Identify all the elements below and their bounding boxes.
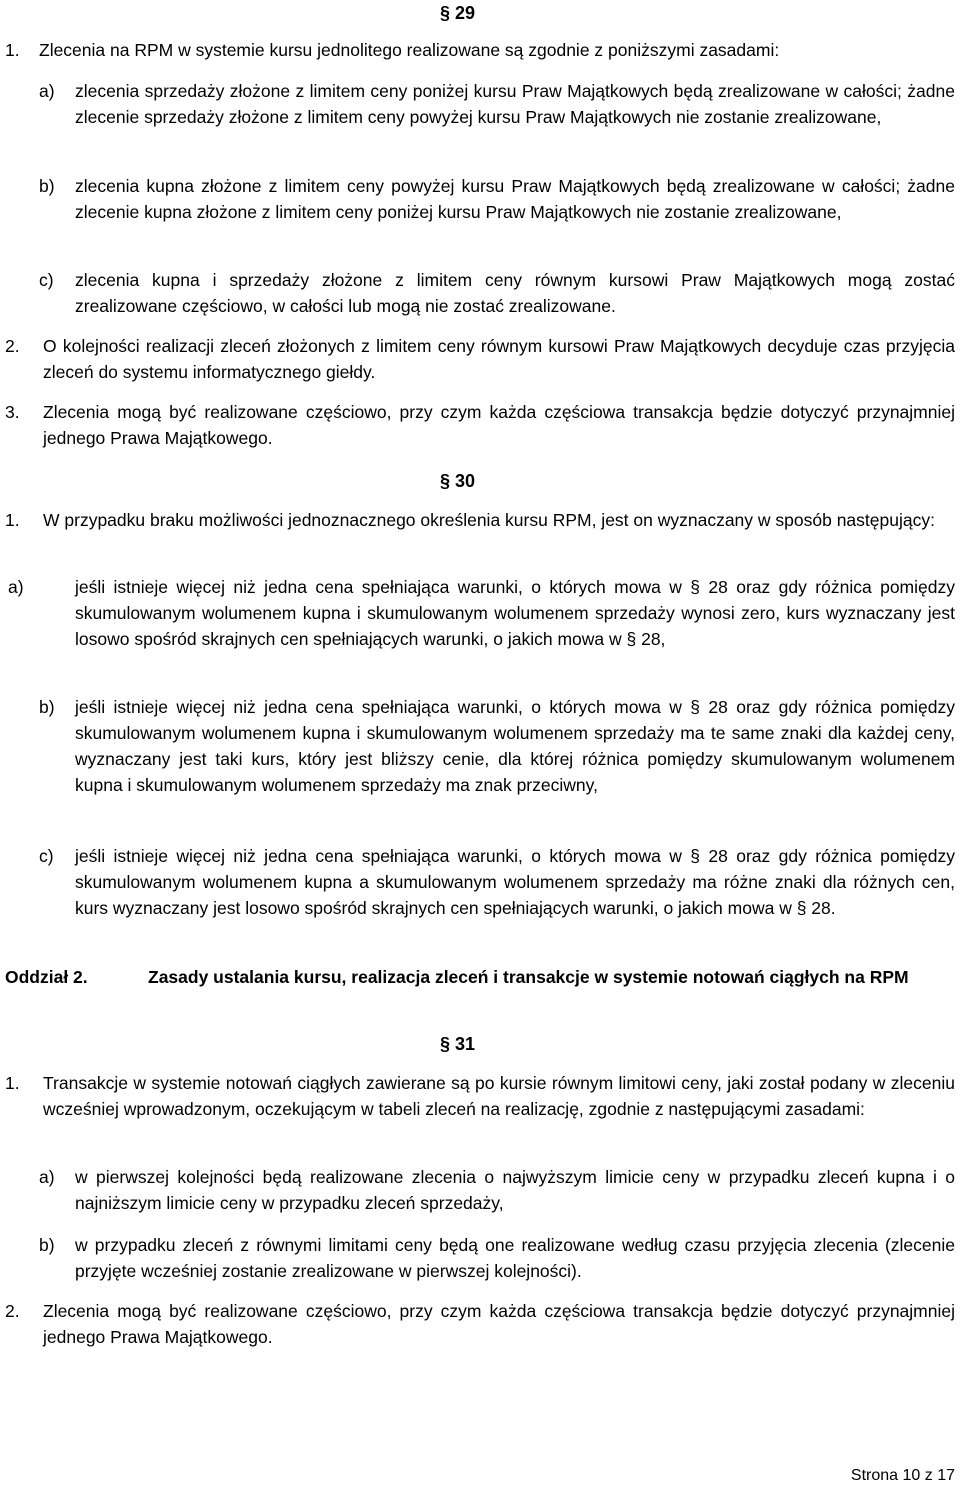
- s29-item-1c: [39, 267, 955, 319]
- s31-item-1: [5, 1070, 955, 1122]
- s29-item-3: [5, 399, 955, 451]
- section-heading-31: § 31: [440, 1034, 476, 1054]
- division-title: Zasady ustalania kursu, realizacja zleceń i transakcje w systemie notowań ciągłych na RPM: [148, 967, 909, 987]
- s31-item-2: [5, 1298, 955, 1350]
- item-text: Zlecenia mogą być realizowane częściowo, przy czym każda częściowa transakcja będzie dotyczyć przynajmniej jednego Prawa Majątkowego.: [43, 402, 955, 448]
- item-text: jeśli istnieje więcej niż jedna cena spełniająca warunki, o których mowa w § 28 oraz gdy różnica pomiędzy skumulowanym wolumenem kupna i skumulowanym wolumenem sprzedaży wynosi zero, kurs wyznaczany jest losowo spośród skrajnych cen spełniających warunki, o jakich mowa w § 28,: [75, 577, 955, 649]
- item-text: Zlecenia mogą być realizowane częściowo, przy czym każda częściowa transakcja będzie dotyczyć przynajmniej jednego Prawa Majątkowego.: [43, 1301, 955, 1347]
- item-number: 2.: [5, 1301, 20, 1321]
- item-number: 2.: [5, 336, 20, 356]
- item-label: c): [39, 846, 54, 866]
- item-text: jeśli istnieje więcej niż jedna cena spełniająca warunki, o których mowa w § 28 oraz gdy różnica pomiędzy skumulowanym wolumenem kupna a skumulowanym wolumenem sprzedaży ma różne znaki dla różnych cen, kurs wyznaczany jest losowo spośród skrajnych cen spełniających warunki, o jakich mowa w § 28.: [75, 846, 955, 918]
- page-number: Strona 10 z 17: [850, 1467, 955, 1484]
- division-label: Oddział 2.: [5, 967, 88, 987]
- item-text: W przypadku braku możliwości jednoznacznego określenia kursu RPM, jest on wyznaczany w sposób następujący:: [43, 510, 935, 530]
- s30-item-1: [5, 507, 955, 533]
- s31-item-1a: [39, 1164, 955, 1216]
- s29-item-1b: [39, 173, 955, 225]
- s30-item-1c: [39, 843, 955, 921]
- item-number: 1.: [5, 1073, 20, 1093]
- item-text: jeśli istnieje więcej niż jedna cena spełniająca warunki, o których mowa w § 28 oraz gdy różnica pomiędzy skumulowanym wolumenem kupna i skumulowanym wolumenem sprzedaży ma te same znaki dla każdej ceny, wyznaczany jest taki kurs, który jest bliższy cenie, dla której różnica pomiędzy skumulowanym wolumenem kupna i skumulowanym wolumenem sprzedaży ma znak przeciwny,: [75, 697, 955, 795]
- item-text: O kolejności realizacji zleceń złożonych z limitem ceny równym kursowi Praw Majątkowych decyduje czas przyjęcia zleceń do systemu informatycznego giełdy.: [43, 336, 955, 382]
- item-label: c): [39, 270, 54, 290]
- item-text: zlecenia sprzedaży złożone z limitem ceny poniżej kursu Praw Majątkowych będą zrealizowane w całości; żadne zlecenie sprzedaży złożone z limitem ceny powyżej kursu Praw Majątkowych nie zostanie zrealizowane,: [75, 81, 955, 127]
- item-label: a): [39, 81, 55, 101]
- item-text: Transakcje w systemie notowań ciągłych zawierane są po kursie równym limitowi ceny, jaki został podany w zleceniu wcześniej wprowadzonym, oczekującym w tabeli zleceń na realizację, zgodnie z następującymi zasadami:: [43, 1073, 955, 1119]
- item-label: b): [39, 1235, 55, 1255]
- section-heading-29: § 29: [440, 3, 476, 23]
- item-text: Zlecenia na RPM w systemie kursu jednolitego realizowane są zgodnie z poniższymi zasadami:: [39, 40, 780, 60]
- item-text: zlecenia kupna złożone z limitem ceny powyżej kursu Praw Majątkowych będą zrealizowane w całości; żadne zlecenie kupna złożone z limitem ceny poniżej kursu Praw Majątkowych nie zostanie zrealizowane,: [75, 176, 955, 222]
- division-heading: [5, 964, 955, 990]
- item-label: a): [8, 577, 24, 597]
- s29-item-1: [5, 37, 955, 63]
- item-label: b): [39, 176, 55, 196]
- item-number: 3.: [5, 402, 20, 422]
- s30-item-1b: [39, 694, 955, 798]
- item-label: a): [39, 1167, 55, 1187]
- s29-item-2: [5, 333, 955, 385]
- section-heading-30: § 30: [440, 471, 476, 491]
- s31-item-1b: [39, 1232, 955, 1284]
- item-text: zlecenia kupna i sprzedaży złożone z limitem ceny równym kursowi Praw Majątkowych mogą zostać zrealizowane częściowo, w całości lub mogą nie zostać zrealizowane.: [75, 270, 955, 316]
- item-label: b): [39, 697, 55, 717]
- s30-item-1a: [8, 574, 955, 652]
- item-number: 1.: [5, 510, 20, 530]
- item-number: 1.: [5, 40, 20, 60]
- s29-item-1a: [39, 78, 955, 130]
- item-text: w pierwszej kolejności będą realizowane zlecenia o najwyższym limicie ceny w przypadku zleceń kupna i o najniższym limicie ceny w przypadku zleceń sprzedaży,: [75, 1167, 955, 1213]
- item-text: w przypadku zleceń z równymi limitami ceny będą one realizowane według czasu przyjęcia zlecenia (zlecenie przyjęte wcześniej zostanie zrealizowane w pierwszej kolejności).: [75, 1235, 955, 1281]
